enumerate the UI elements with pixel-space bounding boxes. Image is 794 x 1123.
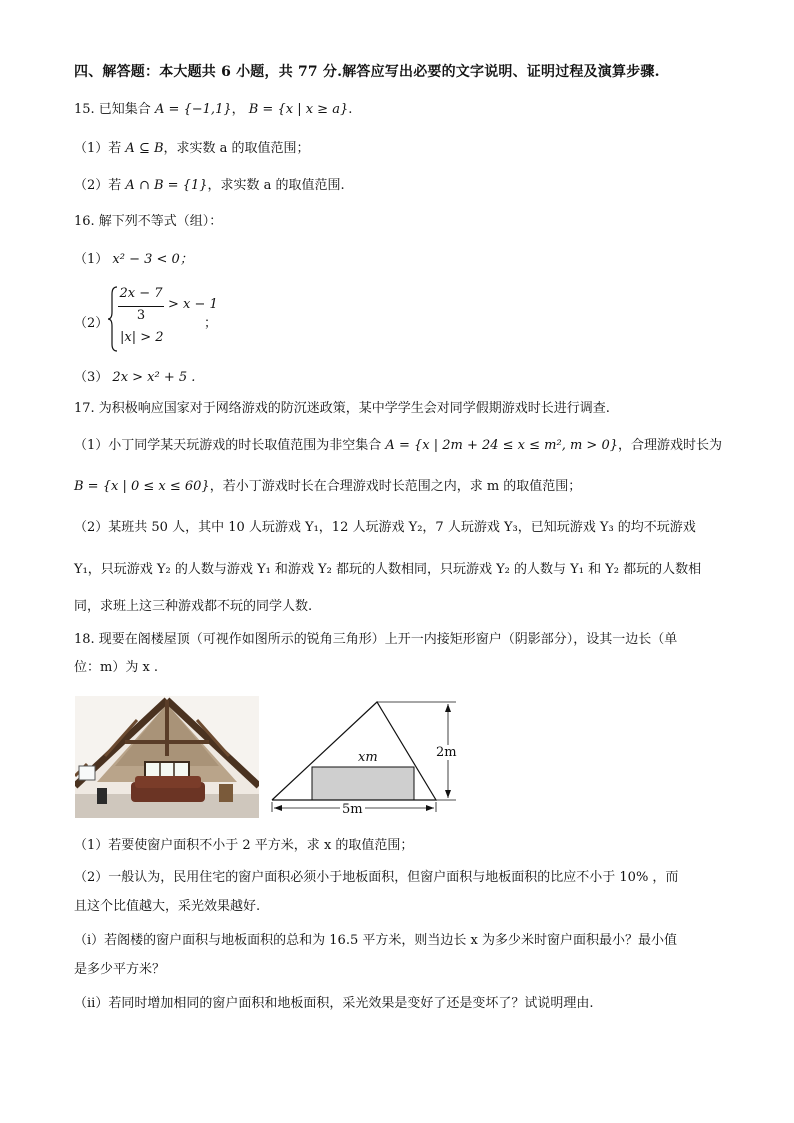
q15-p2-suffix: ，求实数 a 的取值范围.: [207, 178, 345, 193]
q15-p1-prefix: （1）若: [74, 141, 122, 156]
q16-p2-numerator: 2x − 7: [119, 286, 163, 301]
q18-stem-line2: 位：m）为 x .: [74, 660, 159, 675]
triangle-diagram: [262, 694, 472, 820]
fig-label-x: xm: [358, 750, 378, 765]
q17-stem: 17. 为积极响应国家对于网络游戏的防沉迷政策，某中学学生会对同学假期游戏时长进行调查.: [74, 401, 610, 416]
q16-p2-end: ；: [204, 316, 218, 331]
q18-part2-line1: （2）一般认为，民用住宅的窗户面积必须小于地板面积，但窗户面积与地板面积的比应不小于 10% ，而: [74, 870, 679, 885]
q15-p1-suffix: ，求实数 a 的取值范围；: [163, 141, 310, 156]
q15-set-b: B = {x | x ≥ a}: [248, 102, 349, 117]
q16-p2-denominator: 3: [136, 308, 146, 323]
q18-part2-ii: （ii）若同时增加相同的窗户面积和地板面积，采光效果是变好了还是变坏了？试说明理由.: [74, 996, 594, 1011]
attic-photo: [75, 696, 259, 818]
q15-p1-cond: A ⊆ B: [125, 141, 164, 156]
q16-part1: [74, 250, 193, 270]
q15-part1: [74, 139, 310, 159]
q16-part2-system: [74, 284, 274, 354]
fig-label-height: 2m: [436, 745, 457, 760]
q17-p1-tail: ，合理游戏时长为: [618, 438, 723, 453]
q18-part2-i-line2: 是多少平方米？: [74, 962, 166, 977]
q16-p3-label: （3）: [74, 370, 109, 385]
fig-label-base: 5m: [342, 802, 363, 817]
q18-part2-line2: 且这个比值越大，采光效果越好.: [74, 899, 261, 914]
q15-stem: 15. 已知集合 A = {−1,1}， B = {x | x ≥ a}.: [74, 102, 353, 117]
q16-part3: [74, 368, 195, 388]
q18-part2-i-line1: （i）若阁楼的窗户面积与地板面积的总和为 16.5 平方米，则当边长 x 为多少米时窗户面积最小？最小值: [74, 933, 677, 948]
q18-part1: （1）若要使窗户面积不小于 2 平方米，求 x 的取值范围；: [74, 838, 414, 853]
q17-p1-line2-tail: ，若小丁游戏时长在合理游戏时长范围之内，求 m 的取值范围；: [209, 479, 582, 494]
q17-part2-line2: Y₁，只玩游戏 Y₂ 的人数与游戏 Y₁ 和游戏 Y₂ 都玩的人数相同，只玩游戏 Y₂ 的人数与 Y₁ 和 Y₂ 都玩的人数相: [74, 562, 702, 577]
q15-stem-prefix: 15. 已知集合: [74, 102, 151, 117]
q16-p1-expr: x² − 3 < 0；: [112, 252, 193, 267]
q16-p1-label: （1）: [74, 252, 109, 267]
left-brace-icon: [108, 286, 118, 352]
q16-stem: 16. 解下列不等式（组）：: [74, 214, 223, 229]
q16-p2-rhs: > x − 1: [168, 297, 218, 312]
q18-stem-line1: 18. 现要在阁楼屋顶（可视作如图所示的锐角三角形）上开一内接矩形窗户（阴影部分），设其一边长（单: [74, 632, 678, 647]
fraction-bar: [118, 306, 164, 307]
q17-part2-line1: （2）某班共 50 人，其中 10 人玩游戏 Y₁，12 人玩游戏 Y₂，7 人玩游戏 Y₃，已知玩游戏 Y₃ 的均不玩游戏: [74, 520, 696, 535]
q16-p2-label: （2）: [74, 316, 109, 331]
q17-set-b: B = {x | 0 ≤ x ≤ 60}: [74, 479, 210, 494]
q15-p2-prefix: （2）若: [74, 178, 122, 193]
q16-p3-expr: 2x > x² + 5 .: [112, 370, 196, 385]
q15-set-a: A = {−1,1}: [154, 102, 232, 117]
section-heading: 四、解答题：本大题共 6 小题，共 77 分.解答应写出必要的文字说明、证明过程及演算步骤.: [74, 64, 660, 80]
q17-p1-text: （1）小丁同学某天玩游戏的时长取值范围为非空集合: [74, 438, 382, 453]
q17-part1-line2: [74, 477, 581, 497]
window-rect: [312, 767, 414, 800]
q17-set-a: A = {x | 2m + 24 ≤ x ≤ m², m > 0}: [385, 438, 618, 453]
q15-part2: [74, 176, 345, 196]
q17-part2-line3: 同，求班上这三种游戏都不玩的同学人数.: [74, 599, 313, 614]
q17-part1-line1: [74, 436, 722, 456]
q15-p2-cond: A ∩ B = {1}: [125, 178, 208, 193]
q16-p2-abs: |x| > 2: [120, 330, 164, 345]
